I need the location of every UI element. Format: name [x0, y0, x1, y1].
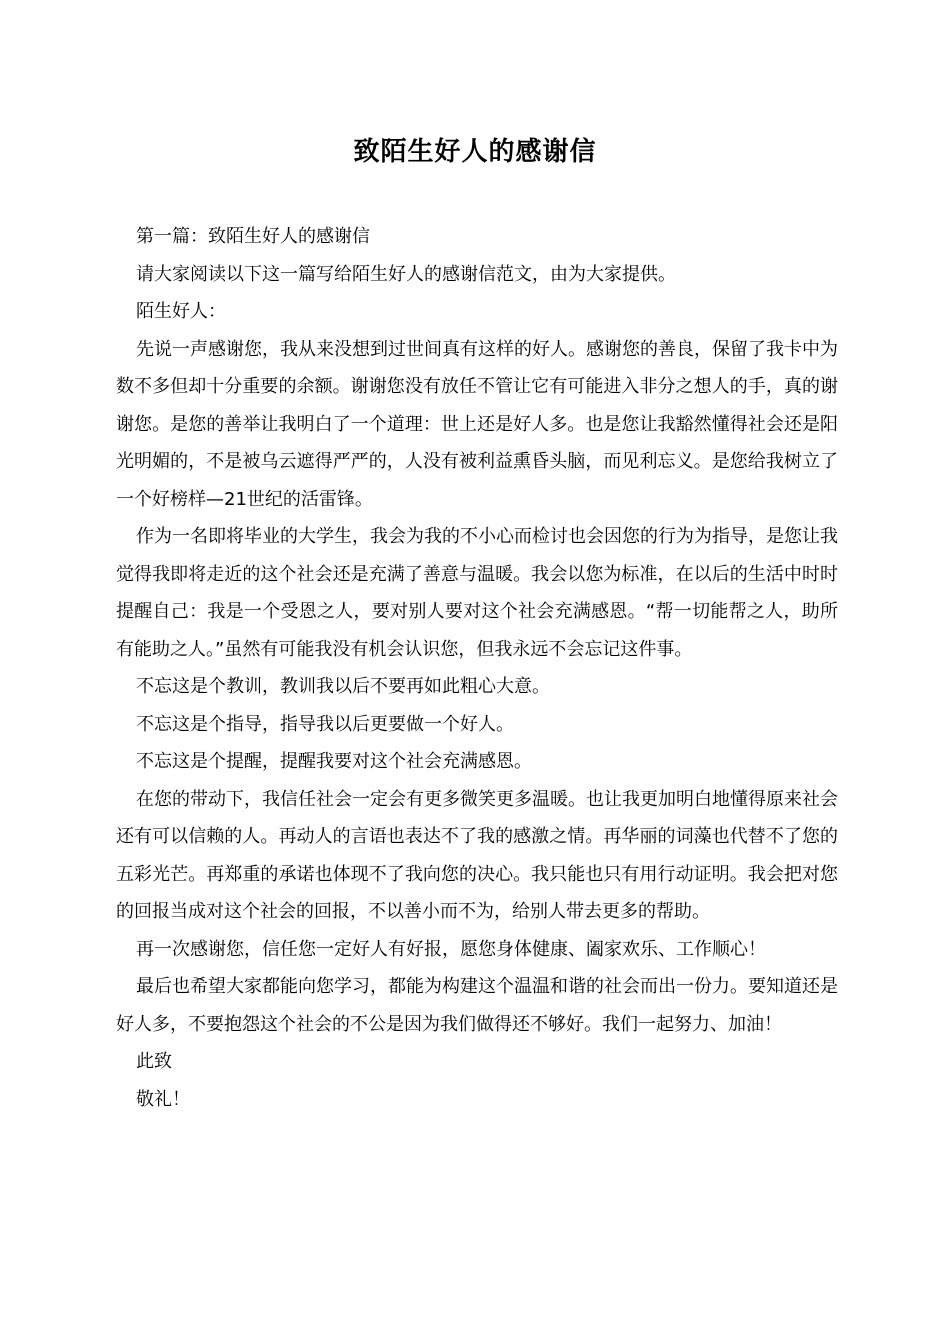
- closing-cizhi: 此致: [136, 1051, 172, 1072]
- paragraph-body-3: 在您的带动下，我信任社会一定会有更多微笑更多温暖。也让我更加明白地懂得原来社会还有可以信赖的人。再动人的言语也表达不了我的感激之情。再华丽的词藻也代替不了您的五彩光芒。再郑重的承诺也体现不了我向您的决心。我只能也只有用行动证明。我会把对您的回报当成对这个社会的回报，不以善小而不为，给别人带去更多的帮助。: [116, 788, 838, 922]
- paragraph-body-2: 作为一名即将毕业的大学生，我会为我的不小心而检讨也会因您的行为为指导，是您让我觉得我即将走近的这个社会还是充满了善意与温暖。我会以您为标准，在以后的生活中时时提醒自己：我是一个受恩之人，要对别人要对这个社会充满感恩。“帮一切能帮之人，助所有能助之人。”虽然有可能我没有机会认识您，但我永远不会忘记这件事。: [116, 526, 838, 660]
- paragraph-intro: 请大家阅读以下这一篇写给陌生好人的感谢信范文，由为大家提供。: [136, 263, 676, 285]
- closing-jingli: 敬礼！: [136, 1088, 190, 1110]
- paragraph-closing: 最后也希望大家都能向您学习，都能为构建这个温温和谐的社会而出一份力。要知道还是好人多，不要抱怨这个社会的不公是因为我们做得还不够好。我们一起努力、加油！: [116, 976, 838, 1035]
- paragraph-thanks: 再一次感谢您，信任您一定好人有好报，愿您身体健康、阖家欢乐、工作顺心！: [136, 938, 766, 960]
- document-body: [116, 218, 838, 1118]
- paragraph-lesson-2: 不忘这是个指导，指导我以后更要做一个好人。: [136, 713, 514, 735]
- paragraph-lesson-1: 不忘这是个教训，教训我以后不要再如此粗心大意。: [136, 676, 550, 697]
- paragraph-section-heading: 第一篇：致陌生好人的感谢信: [136, 226, 370, 247]
- paragraph-lesson-3: 不忘这是个提醒，提醒我要对这个社会充满感恩。: [136, 751, 532, 772]
- paragraph-salutation: 陌生好人：: [136, 301, 226, 322]
- document-title: 致陌生好人的感谢信: [353, 137, 597, 167]
- paragraph-body-1: 先说一声感谢您，我从来没想到过世间真有这样的好人。感谢您的善良，保留了我卡中为数不多但却十分重要的余额。谢谢您没有放任不管让它有可能进入非分之想人的手，真的谢谢您。是您的善举让我明白了一个道理：世上还是好人多。也是您让我豁然懂得社会还是阳光明媚的，不是被乌云遮得严严的，人没有被利益熏昏头脑，而见利忘义。是您给我树立了一个好榜样—21世纪的活雷锋。: [116, 338, 838, 510]
